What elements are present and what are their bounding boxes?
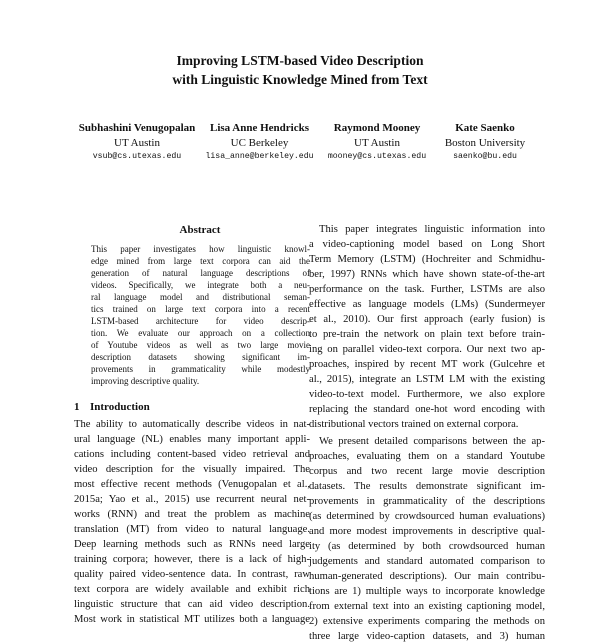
body-line: training corpora; however, there is a lack of high- xyxy=(74,554,310,565)
body-line: Most work in statistical MT utilizes both a language xyxy=(74,614,310,625)
author-affiliation: UC Berkeley xyxy=(230,137,289,149)
body-line: video description for the visually impaired. The xyxy=(74,464,310,475)
abstract-line: provements in grammaticality while modestly xyxy=(91,364,310,374)
body-line: effective as language models (LMs) (Sundermeyer xyxy=(309,299,545,310)
author-email: vsub@cs.utexas.edu xyxy=(92,152,182,161)
body-line: text corpora are widely available and exhibit rich xyxy=(74,584,310,595)
author-name: Kate Saenko xyxy=(455,122,515,134)
body-line: 2) extensive experiments comparing the methods on xyxy=(309,616,545,627)
body-line: judgements and standard automated comparison to xyxy=(309,556,545,567)
abstract-line: This paper investigates how linguistic knowl- xyxy=(91,244,310,254)
abstract-line: LSTM-based architecture for video descrip- xyxy=(91,316,310,326)
abstract-heading: Abstract xyxy=(179,224,221,236)
abstract-line: description datasets showing significant im- xyxy=(91,352,310,362)
body-line: three large video-caption datasets, and 3) human xyxy=(309,631,545,642)
body-line: tions are 1) multiple ways to incorporate knowledge xyxy=(309,586,545,597)
body-line: ural language (NL) enables many important appli- xyxy=(74,434,310,445)
body-line: and more modest improvements in descriptive qual- xyxy=(309,526,545,537)
body-line: proaches, inspired by recent MT work (Gulcehre et xyxy=(309,359,545,370)
abstract-line: ral language model and distributional seman- xyxy=(91,292,310,302)
paper-title xyxy=(0,51,600,89)
title-line: with Linguistic Knowledge Mined from Text xyxy=(172,72,428,87)
body-line: Deep learning methods such as RNNs need large xyxy=(74,539,310,550)
abstract-line: improving descriptive quality. xyxy=(91,376,200,386)
body-line: quality paired video-sentence data. In contrast, raw xyxy=(74,569,310,580)
body-line: distributional vectors trained on external corpora. xyxy=(309,419,519,430)
author-block xyxy=(197,121,322,163)
author-name: Lisa Anne Hendricks xyxy=(209,122,310,134)
abstract-line: tion. We evaluate our approach on a collection xyxy=(91,328,310,338)
body-line: proaches, evaluating them on a standard Youtube xyxy=(309,451,545,462)
body-line: human-generated descriptions). Our main contribu- xyxy=(309,571,545,582)
body-line: performance on the task. Further, LSTMs are also xyxy=(309,284,545,295)
body-line: We present detailed comparisons between the ap- xyxy=(319,436,545,447)
title-line: Improving LSTM-based Video Description xyxy=(176,53,424,68)
body-line: to pre-train the network on plain text before train- xyxy=(309,329,545,340)
author-block xyxy=(432,121,538,163)
section-heading-introduction xyxy=(74,400,150,414)
author-block xyxy=(62,121,212,163)
body-line: most effective recent methods (Venugopalan et al., xyxy=(74,479,310,490)
abstract-line: videos. Specifically, we integrate both a neu- xyxy=(91,280,310,290)
body-line: 2015a; Yao et al., 2015) use recurrent neural net- xyxy=(74,494,310,505)
body-line: et al., 2010). Our first approach (early fusion) is xyxy=(309,314,545,325)
author-affiliation: Boston University xyxy=(444,137,526,149)
body-line: replacing the standard one-hot word encoding with xyxy=(309,404,545,415)
body-line: cations including content-based video retrieval and xyxy=(74,449,310,460)
body-line: ity (as determined by both crowdsourced human xyxy=(309,541,545,552)
body-line: provements in grammaticality of the descriptions xyxy=(309,496,545,507)
author-block xyxy=(322,121,432,163)
author-email: saenko@bu.edu xyxy=(453,152,517,161)
body-line: The ability to automatically describe videos in nat- xyxy=(74,419,310,430)
body-line: Term Memory (LSTM) (Hochreiter and Schmidhu- xyxy=(309,254,545,265)
body-line: This paper integrates linguistic information into xyxy=(319,224,545,235)
author-email: mooney@cs.utexas.edu xyxy=(327,152,427,161)
body-line: linguistic structure that can aid video description. xyxy=(74,599,310,610)
author-affiliation: UT Austin xyxy=(114,137,160,149)
abstract-line: of Youtube videos as well as two large movie xyxy=(91,340,310,350)
body-line: works (RNN) and treat the problem as machine xyxy=(74,509,310,520)
section-number: 1 xyxy=(74,401,80,413)
section-title: Introduction xyxy=(90,401,150,413)
body-line: datasets. The results demonstrate significant im- xyxy=(309,481,545,492)
author-name: Subhashini Venugopalan xyxy=(78,122,196,134)
body-line: from external text into an existing captioning model, xyxy=(309,601,545,612)
body-line: (as determined by crowdsourced human evaluations) xyxy=(309,511,545,522)
body-line: corpus and two recent large movie description xyxy=(309,466,545,477)
author-affiliation: UT Austin xyxy=(354,137,400,149)
body-line: ber, 1997) RNNs which have shown state-of-the-art xyxy=(309,269,545,280)
author-email: lisa_anne@berkeley.edu xyxy=(205,152,314,161)
abstract-line: tics trained on large text corpora into a recent xyxy=(91,304,310,314)
abstract-line: generation of natural language descriptions of xyxy=(91,268,310,278)
abstract-line: edge mined from large text corpora can aid the xyxy=(91,256,310,266)
author-name: Raymond Mooney xyxy=(333,122,421,134)
body-line: translation (MT) from video to natural language. xyxy=(74,524,310,535)
body-line: al., 2015), integrate an LSTM LM with the existing xyxy=(309,374,545,385)
body-line: a video-captioning model based on Long Short xyxy=(309,239,545,250)
body-line: ing on parallel video-text corpora. Our next two ap- xyxy=(309,344,545,355)
body-line: video-to-text model. Furthermore, we also explore xyxy=(309,389,545,400)
